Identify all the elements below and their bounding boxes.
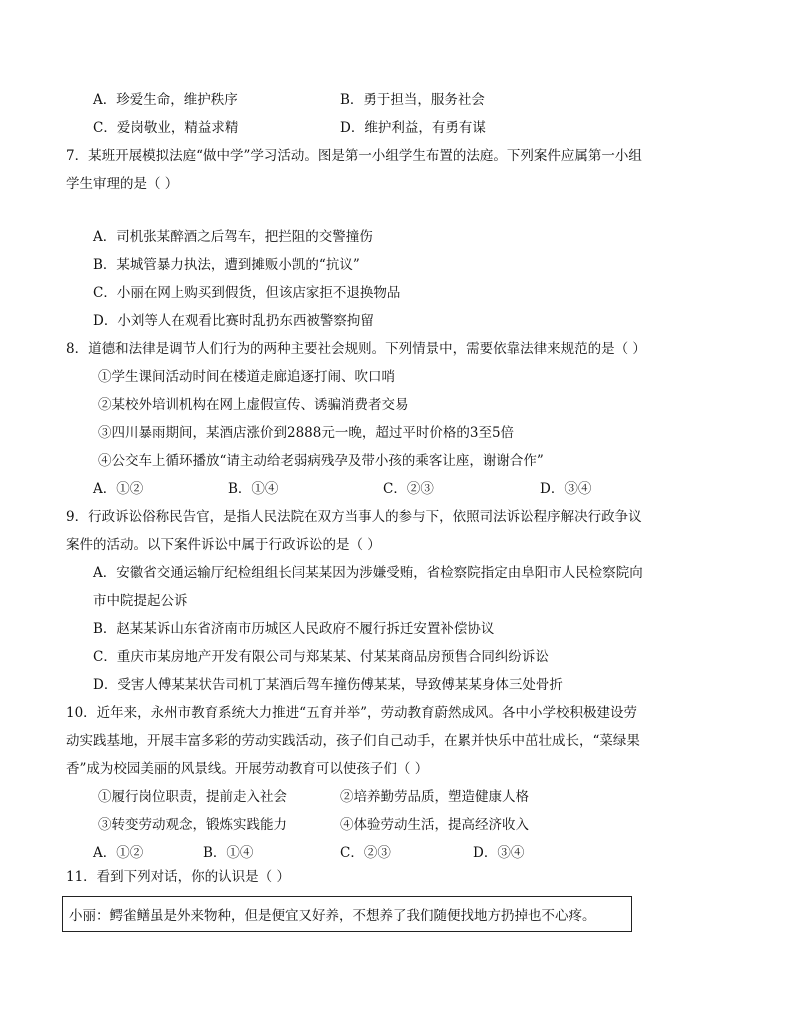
q9-stem-line2: 案件的活动。以下案件诉讼中属于行政诉讼的是（ ） xyxy=(66,537,381,553)
q8-item-4: ④公交车上循环播放“请主动给老弱病残孕及带小孩的乘客让座，谢谢合作” xyxy=(98,453,544,469)
q11-dialogue-box xyxy=(62,896,632,932)
q9-option-d: D．受害人傅某某状告司机丁某酒后驾车撞伤傅某某，导致傅某某身体三处骨折 xyxy=(93,677,563,693)
q10-item-3: ③转变劳动观念，锻炼实践能力 xyxy=(98,817,287,833)
q10-item-4: ④体验劳动生活，提高经济收入 xyxy=(340,817,529,833)
q7-option-b: B．某城管暴力执法，遭到摊贩小凯的“抗议” xyxy=(93,257,360,273)
q8-option-a: A．①② xyxy=(93,481,144,497)
q6-option-b: B．勇于担当，服务社会 xyxy=(340,92,485,108)
q10-option-c: C．②③ xyxy=(340,845,391,861)
q10-stem-line3: 香”成为校园美丽的风景线。开展劳动教育可以使孩子们（ ） xyxy=(66,761,429,777)
q9-option-b: B．赵某某诉山东省济南市历城区人民政府不履行拆迁安置补偿协议 xyxy=(93,621,495,637)
q10-item-2: ②培养勤劳品质，塑造健康人格 xyxy=(340,789,529,805)
q8-item-3: ③四川暴雨期间，某酒店涨价到2888元一晚，超过平时价格的3至5倍 xyxy=(98,425,515,441)
q8-option-b: B．①④ xyxy=(228,481,279,497)
q10-stem-line1: 10．近年来，永州市教育系统大力推进“五育并举”，劳动教育蔚然成风。各中小学校积极建设劳 xyxy=(66,705,637,721)
q9-option-a-line2: 市中院提起公诉 xyxy=(93,593,188,609)
q7-option-d: D．小刘等人在观看比赛时乱扔东西被警察拘留 xyxy=(93,313,374,329)
q6-option-d: D．维护利益，有勇有谋 xyxy=(340,120,486,136)
q9-option-a-line1: A．安徽省交通运输厅纪检组组长闫某某因为涉嫌受贿，省检察院指定由阜阳市人民检察院向 xyxy=(93,565,643,581)
q10-option-a: A．①② xyxy=(93,845,144,861)
q11-dialogue-text: 小丽：鳄雀鳝虽是外来物种，但是便宜又好养，不想养了我们随便找地方扔掉也不心疼。 xyxy=(69,908,596,924)
q7-option-a: A．司机张某醉酒之后驾车，把拦阻的交警撞伤 xyxy=(93,229,373,245)
q10-item-1: ①履行岗位职责，提前走入社会 xyxy=(98,789,287,805)
q6-option-a: A．珍爱生命，维护秩序 xyxy=(93,92,238,108)
q8-item-1: ①学生课间活动时间在楼道走廊追逐打闹、吹口哨 xyxy=(98,369,395,385)
q10-option-d: D．③④ xyxy=(473,845,525,861)
q11-stem: 11．看到下列对话，你的认识是（ ） xyxy=(66,869,290,885)
q9-stem-line1: 9．行政诉讼俗称民告官，是指人民法院在双方当事人的参与下，依照司法诉讼程序解决行政争议 xyxy=(66,509,642,525)
q8-option-d: D．③④ xyxy=(540,481,592,497)
q8-item-2: ②某校外培训机构在网上虚假宣传、诱骗消费者交易 xyxy=(98,397,409,413)
q7-stem-line2: 学生审理的是（ ） xyxy=(66,176,179,192)
q8-stem: 8．道德和法律是调节人们行为的两种主要社会规则。下列情景中，需要依靠法律来规范的是（ ） xyxy=(66,341,646,357)
q10-stem-line2: 动实践基地，开展丰富多彩的劳动实践活动，孩子们自己动手，在累并快乐中茁壮成长，“菜绿果 xyxy=(66,733,640,749)
q7-option-c: C．小丽在网上购买到假货，但该店家拒不退换物品 xyxy=(93,285,401,301)
q7-stem-line1: 7．某班开展模拟法庭“做中学”学习活动。图是第一小组学生布置的法庭。下列案件应属第一小组 xyxy=(66,148,642,164)
q9-option-c: C．重庆市某房地产开发有限公司与郑某某、付某某商品房预售合同纠纷诉讼 xyxy=(93,649,549,665)
q8-option-c: C．②③ xyxy=(383,481,434,497)
q10-option-b: B．①④ xyxy=(203,845,254,861)
q6-option-c: C．爱岗敬业，精益求精 xyxy=(93,120,239,136)
